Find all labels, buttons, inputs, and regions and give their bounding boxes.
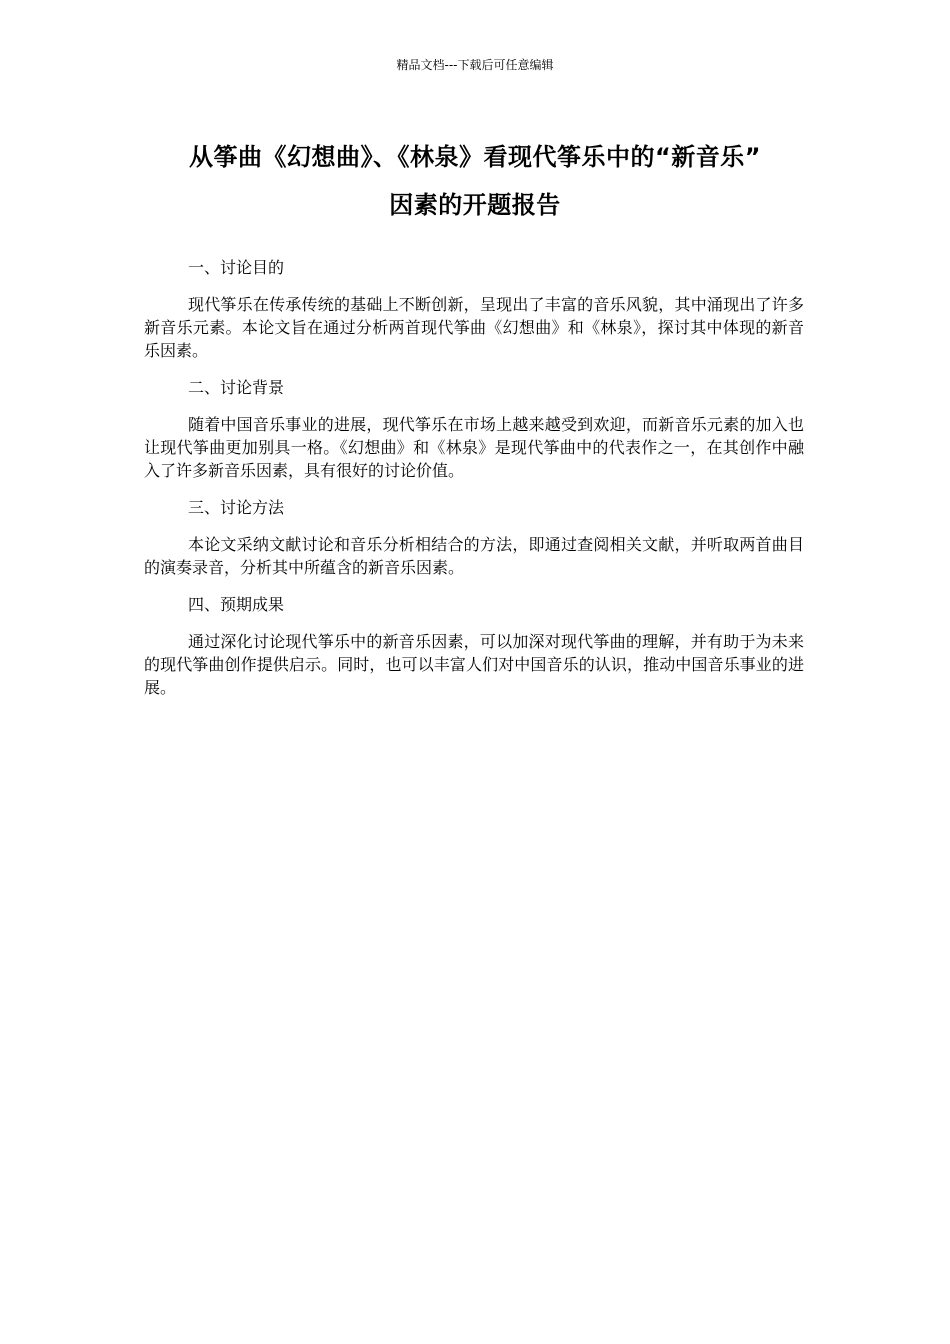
title-line-1: 从筝曲《幻想曲》、《林泉》看现代筝乐中的“新音乐”: [188, 143, 762, 171]
section-paragraph-purpose: 现代筝乐在传承传统的基础上不断创新，呈现出了丰富的音乐风貌，其中涌现出了许多新音乐元素。本论文旨在通过分析两首现代筝曲《幻想曲》和《林泉》，探讨其中体现的新音乐因素。: [144, 295, 804, 360]
section-heading-method: 三、讨论方法: [188, 498, 285, 517]
section-paragraph-outcomes: 通过深化讨论现代筝乐中的新音乐因素，可以加深对现代筝曲的理解，并有助于为未来的现代筝曲创作提供启示。同时，也可以丰富人们对中国音乐的认识，推动中国音乐事业的进展。: [144, 632, 804, 697]
document-body: [144, 256, 804, 713]
section-paragraph-background: 随着中国音乐事业的进展，现代筝乐在市场上越来越受到欢迎，而新音乐元素的加入也让现代筝曲更加别具一格。《幻想曲》和《林泉》是现代筝曲中的代表作之一，在其创作中融入了许多新音乐因素，具有很好的讨论价值。: [144, 415, 804, 480]
section-paragraph-method: 本论文采纳文献讨论和音乐分析相结合的方法，即通过查阅相关文献，并听取两首曲目的演奏录音，分析其中所蕴含的新音乐因素。: [144, 535, 804, 577]
document-title: [100, 133, 850, 229]
section-heading-background: 二、讨论背景: [188, 378, 285, 397]
section-heading-outcomes: 四、预期成果: [188, 595, 285, 614]
header-note: 精品文档---下载后可任意编辑: [396, 58, 554, 72]
title-line-2: 因素的开题报告: [389, 191, 561, 219]
section-heading-purpose: 一、讨论目的: [188, 258, 285, 277]
